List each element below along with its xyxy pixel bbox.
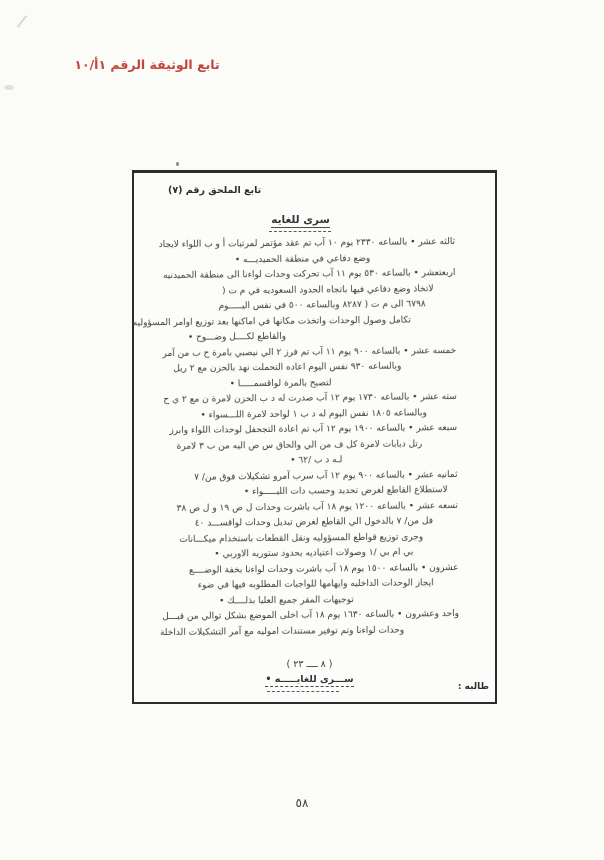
document-line: سبعه عشر • بالساعه ١٩٠٠ يوم ١٢ آب تم اعادة التجحفل لوحدات اللواء وابرز xyxy=(169,422,458,437)
document-date: ( ٨ ــــ ٢٣ ) xyxy=(286,659,333,670)
document-line: ايجاز الوحدات الداخليه وايهامها للواجبات المطلوبه فيها في ضوء xyxy=(197,578,434,591)
document-line: وضع دفاعي في منطقة الحميديـــه • xyxy=(234,253,371,265)
scanned-document-frame xyxy=(132,170,497,704)
classification-top xyxy=(134,214,467,226)
scan-smudge xyxy=(4,85,14,90)
document-line: بي ام بي /١ وصولات اعتياديه بحدود ستوريه الاوربي • xyxy=(214,547,414,560)
document-line: وحدات لواءنا وتم توفير مستندات اموليه مع آمر التشكيلات الداخلة xyxy=(159,625,405,638)
document-line: ثالثه عشر • بالساعه ٢٣٣٠ يوم ١٠ آب تم عقد مؤتمر لمرتبات أ و ب اللواء لايجاد xyxy=(158,236,456,251)
scan-smudge xyxy=(17,15,28,28)
document-line: اربعتعشر • بالساعه ٥٣٠ يوم ١١ آب تحركت وحدات لواءنا الى منطقة الحميدنيه xyxy=(162,267,456,282)
document-line: سته عشر • بالساعه ١٧٣٠ يوم ١٢ آب صدرت له د ب الحزن لامرة ن مع ٢ ي ح xyxy=(163,391,457,406)
classification-bottom-text: ســـرى للغايـــــه • xyxy=(265,674,354,685)
document-line: وبالساعه ١٨٠٥ نفس اليوم له د ب ١ لواحد لامرة اللـــسواء • xyxy=(200,407,427,421)
document-line: ثمانيه عشر • بالساعه ٩٠٠ يوم ١٢ آب سرب آمرو تشكيلات فوق من/ ٧ xyxy=(194,469,458,483)
classification-bottom xyxy=(134,674,485,685)
document-line: خمسه عشر • بالساعه ٩٠٠ يوم ١١ آب تم فرز ٢ الي نيصبي بامرة ح ب من آمر xyxy=(162,345,457,359)
scan-speck xyxy=(176,162,179,166)
document-line: فل من/ ٧ بالدخول الي القاطع لغرض تبديل وحدات لواقســـد ٤٠ xyxy=(194,516,434,529)
document-line: وبالساعه ٩٣٠ نفس اليوم اعاده التحملت نهد بالحزن مع ٢ ريل xyxy=(173,361,402,374)
document-line: عشرون • بالساعه ١٥٠٠ يوم ١٨ آب باشرت وحدات لواءنا بخفة الوضــــع xyxy=(188,562,459,576)
annex-heading: تابع الملحق رقم (٧) xyxy=(168,185,262,196)
document-line: تسعه عشر • بالساعه ١٢٠٠ يوم ١٨ آب باشرت وحدات ل ص ١٩ و ل ص ٣٨ xyxy=(176,500,458,514)
document-body xyxy=(132,235,460,641)
document-line: والقاطع لكــــل وضـــوح • xyxy=(187,331,287,343)
document-line: لاتخاذ وضع دفاعي فيها باتجاه الحدود السعوديه في م ت ( xyxy=(221,283,434,296)
document-line: ٦٧٩٨ الى م ت ( ٨٢٨٧ وبالساعه ٥٠٠ في نفس اليـــــوم xyxy=(218,299,426,312)
document-continuation-note: تابع الوثيقة الرقم ١أ/١٠ xyxy=(74,57,220,72)
underline-dashes xyxy=(269,231,331,232)
page-number: ٥٨ xyxy=(295,796,309,810)
document-line: رتل دبابات لامرة كل ف من الي والحاق س ص اليه من ب ٣ لامرة xyxy=(176,438,423,452)
document-line: وجرى توزيع قواطع المسؤوليه ونقل القطعات باستخدام ميكـــانات xyxy=(179,531,424,545)
document-line: لتصبح بالمرة لواقسمـــــا • xyxy=(229,377,332,389)
underline-dashes xyxy=(267,691,339,692)
document-line: توجيهات المقر جميع العليا بذلــــك • xyxy=(218,594,354,606)
document-line: تكامل وصول الوحدات واتخذت مكانها في اماكنها بعد توزيع اوامر المسؤوليه xyxy=(132,314,411,328)
classification-top-text: سرى للغايه xyxy=(271,214,330,226)
document-line: لـه د ب /٦٢ • xyxy=(290,455,343,466)
document-line: لاستطلاع القاطع لغرض تحديد وحسب دات الليـــــواء • xyxy=(243,485,448,498)
margin-annotation: طالبه : xyxy=(457,682,489,692)
document-line: واحد وعشرون • بالساعه ١٦٣٠ يوم ١٨ آب اخلى الموضع بشكل توالي من قبـــل xyxy=(162,608,460,623)
